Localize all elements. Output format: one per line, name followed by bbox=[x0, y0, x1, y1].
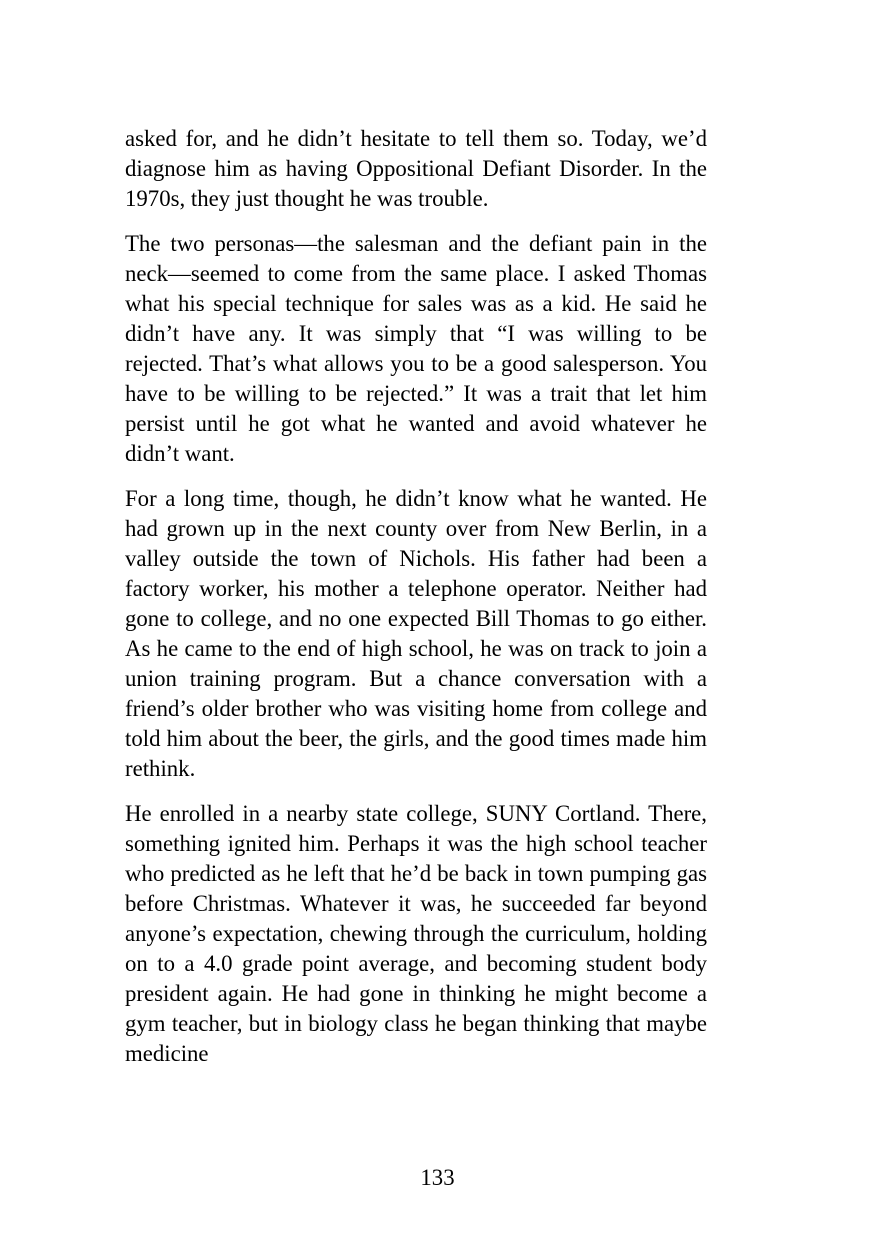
paragraph-4: He enrolled in a nearby state college, SUNY Cortland. There, something ignited him. Perhaps it was the high school teacher who predicted as he left that he’d be back in town pumping gas before Christmas. Whatever it was, he succeeded far beyond anyone’s expectation, chewing through the curriculum, holding on to a 4.0 grade point average, and becoming student body president again. He had gone in thinking he might become a gym teacher, but in biology class he began thinking that maybe medicine bbox=[125, 801, 707, 1066]
paragraph-1: asked for, and he didn’t hesitate to tell them so. Today, we’d diagnose him as having Oppositional Defiant Disorder. In the 1970s, they just thought he was trouble. bbox=[125, 126, 707, 211]
paragraph-3: For a long time, though, he didn’t know what he wanted. He had grown up in the next county over from New Berlin, in a valley outside the town of Nichols. His father had been a factory worker, his mother a telephone operator. Neither had gone to college, and no one expected Bill Thomas to go either. As he came to the end of high school, he was on track to join a union training program. But a chance conversation with a friend’s older brother who was visiting home from college and told him about the beer, the girls, and the good times made him rethink. bbox=[125, 486, 707, 781]
page-number: 133 bbox=[420, 1165, 455, 1190]
paragraph-2: The two personas—the salesman and the defiant pain in the neck—seemed to come from the same place. I asked Thomas what his special technique for sales was as a kid. He said he didn’t have any. It was simply that “I was willing to be rejected. That’s what allows you to be a good salesperson. You have to be willing to be rejected.” It was a trait that let him persist until he got what he wanted and avoid whatever he didn’t want. bbox=[125, 231, 707, 466]
body-text bbox=[125, 124, 707, 1084]
